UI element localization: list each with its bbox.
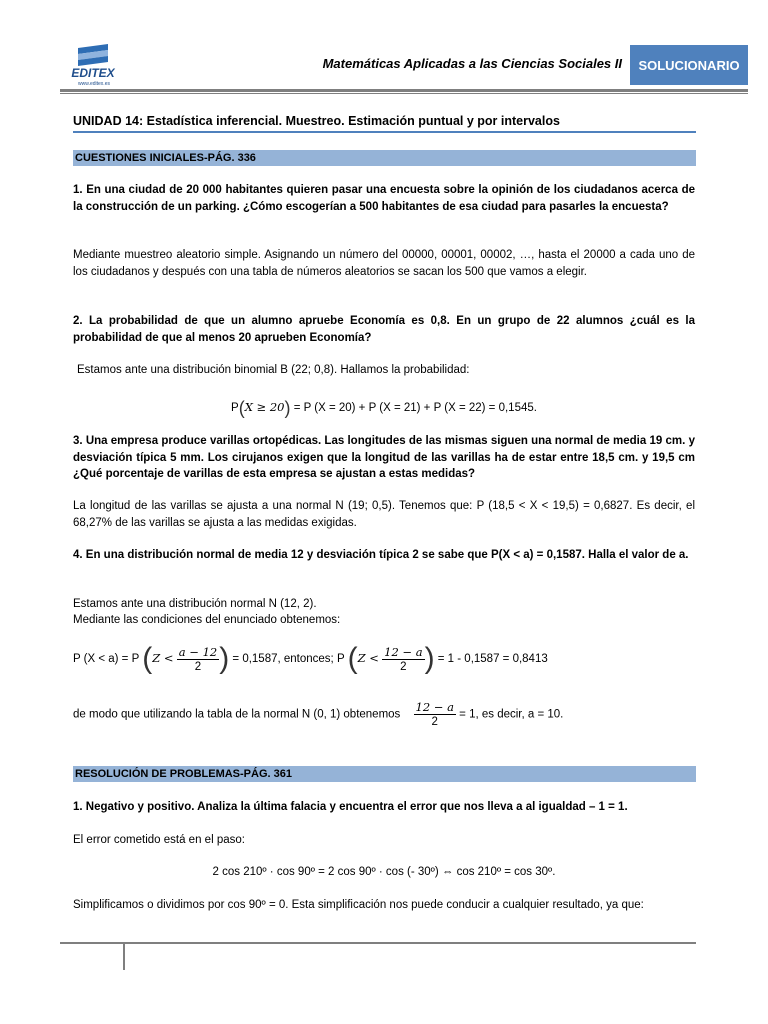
formula-binomial-rest: = P (X = 20) + P (X = 21) + P (X = 22) = 0,1545. bbox=[290, 402, 537, 415]
solucionario-badge: SOLUCIONARIO bbox=[630, 45, 748, 85]
fraction-12-minus-a-final: $\frac{12 - a}{2}$ bbox=[415, 700, 454, 728]
formula-normal: P (X < a) = P (Z < $\frac{a - 12}{2}$ ) = 0,1587, entonces; P (Z < $\frac{12 - a}{2}$ ) = 1 - 0,1587 = 0,8413 bbox=[73, 642, 548, 675]
answer-4-line-3-end: = 1, es decir, a = 10. bbox=[459, 708, 564, 721]
question-4: 4. En una distribución normal de media 12 y desviación típica 2 se sabe que P(X < a) = 0,1587. Halla el valor de a. bbox=[73, 549, 689, 561]
formula-binomial-x: X ≥ 20 bbox=[244, 400, 285, 415]
logo-url: www.editex.es bbox=[78, 81, 110, 87]
section-bar-resolucion: RESOLUCIÓN DE PROBLEMAS-PÁG. 361 bbox=[73, 766, 696, 782]
formula-normal-end: = 1 - 0,1587 = 0,8413 bbox=[437, 653, 548, 666]
footer-divider bbox=[60, 942, 696, 944]
formula-normal-mid: = 0,1587, entonces; P bbox=[232, 653, 345, 666]
logo-text: EDITEX bbox=[71, 66, 115, 80]
formula-normal-z2: Z < bbox=[357, 651, 379, 666]
formula-binomial: P(X ≥ 20) = P (X = 20) + P (X = 21) + P (X = 22) = 0,1545. bbox=[231, 398, 537, 418]
answer-3: La longitud de las varillas se ajusta a una normal N (19; 0,5). Tenemos que: P (18,5 < X < 19,5) = 0,6827. Es decir, el 68,27% de las varillas se ajusta a las medidas exigidas. bbox=[73, 500, 695, 529]
answer-2: Estamos ante una distribución binomial B (22; 0,8). Hallamos la probabilidad: bbox=[77, 364, 470, 376]
formula-cos: 2 cos 210º · cos 90º = 2 cos 90º · cos (- 30º) ⇔ cos 210º = cos 30º. bbox=[212, 866, 556, 878]
fraction-a-minus-12: $\frac{a - 12}{2}$ bbox=[178, 644, 218, 673]
unit-title-underline bbox=[73, 131, 696, 133]
problem-1-answer-line-2: Simplificamos o dividimos por cos 90º = 0. Esta simplificación nos puede conducir a cualquier resultado, ya que: bbox=[73, 899, 644, 911]
footer-tick bbox=[123, 944, 125, 970]
section-bar-cuestiones: CUESTIONES INICIALES-PÁG. 336 bbox=[73, 150, 696, 166]
question-3: 3. Una empresa produce varillas ortopédicas. Las longitudes de las mismas siguen una normal de media 19 cm. y desviación típica 5 mm. Los cirujanos exigen que la longitud de las varillas ha de estar entre 18,5 cm. y 19,5 cm ¿Qué porcentaje de varillas de esta empresa se ajustan a estas medidas? bbox=[73, 435, 695, 480]
formula-binomial-p: P bbox=[231, 402, 239, 415]
question-1: 1. En una ciudad de 20 000 habitantes quieren pasar una encuesta sobre la opinión de los ciudadanos acerca de la construcción de un parking. ¿Cómo escogerían a 500 habitantes de esa ciudad para pasarles la encuesta? bbox=[73, 184, 695, 213]
formula-normal-start: P (X < a) = P bbox=[73, 653, 140, 666]
answer-4-line-1: Estamos ante una distribución normal N (12, 2). bbox=[73, 598, 317, 610]
header-divider-thin bbox=[60, 93, 748, 94]
unit-title: UNIDAD 14: Estadística inferencial. Muestreo. Estimación puntual y por intervalos bbox=[73, 114, 560, 128]
question-2: 2. La probabilidad de que un alumno apruebe Economía es 0,8. En un grupo de 22 alumnos ¿cuál es la probabilidad de que al menos 20 aprueben Economía? bbox=[73, 315, 695, 344]
problem-1: 1. Negativo y positivo. Analiza la última falacia y encuentra el error que nos lleva a al igualdad – 1 = 1. bbox=[73, 801, 628, 813]
problem-1-answer-line-1: El error cometido está en el paso: bbox=[73, 834, 245, 846]
course-title: Matemáticas Aplicadas a las Ciencias Sociales II bbox=[322, 56, 622, 71]
answer-4-line-3-start: de modo que utilizando la tabla de la normal N (0, 1) obtenemos bbox=[73, 708, 401, 721]
answer-1: Mediante muestreo aleatorio simple. Asignando un número del 00000, 00001, 00002, …, hasta el 20000 a cada uno de los ciudadanos y después con una tabla de números aleatorios se sacan los 500 que vamos a elegir. bbox=[73, 249, 695, 278]
formula-normal-z1: Z < bbox=[152, 651, 174, 666]
answer-4-line-2: Mediante las condiciones del enunciado obtenemos: bbox=[73, 614, 341, 626]
fraction-12-minus-a: $\frac{12 - a}{2}$ bbox=[384, 644, 423, 673]
answer-4-line-3 bbox=[73, 700, 695, 729]
header-divider bbox=[60, 89, 748, 92]
